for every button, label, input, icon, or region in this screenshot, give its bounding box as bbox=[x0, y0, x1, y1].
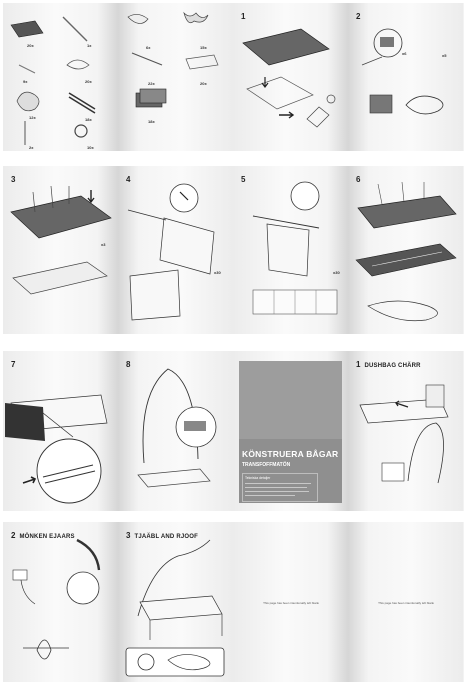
qty-label: 12x bbox=[29, 115, 36, 120]
step-number: 2 bbox=[356, 12, 361, 21]
spread-3 bbox=[3, 351, 464, 511]
qty-label: 1x bbox=[87, 43, 92, 48]
step-illustration bbox=[118, 351, 233, 511]
step-illustration bbox=[348, 3, 463, 151]
page-cover bbox=[233, 351, 348, 511]
page-step-1-b bbox=[348, 351, 463, 511]
blank-page-note: This page has been intentionally left blank bbox=[378, 601, 434, 605]
qty-label: 22x bbox=[148, 81, 155, 86]
page-parts-list-b bbox=[118, 3, 233, 151]
step-number: 2 MÖNKEN EJAARS bbox=[11, 531, 75, 540]
qty-label: x6 bbox=[402, 51, 407, 56]
page-step-1 bbox=[233, 3, 348, 151]
section-cover bbox=[239, 361, 342, 503]
page-step-2-b bbox=[3, 522, 118, 682]
step-illustration bbox=[3, 351, 118, 511]
cover-image bbox=[239, 361, 342, 439]
step-illustration bbox=[348, 166, 463, 334]
text-line bbox=[245, 487, 307, 488]
step-heading: MÖNKEN EJAARS bbox=[19, 534, 75, 540]
page-blank-a bbox=[233, 522, 348, 682]
page-step-2 bbox=[348, 3, 463, 151]
page-step-8 bbox=[118, 351, 233, 511]
page-blank-b bbox=[348, 522, 463, 682]
qty-label: 9x bbox=[23, 79, 28, 84]
qty-label: 20x bbox=[27, 43, 34, 48]
step-number: 1 bbox=[241, 12, 246, 21]
parts-illustration bbox=[118, 3, 233, 151]
notes-box bbox=[242, 473, 318, 502]
cover-title: KÖNSTRUERA BÅGAR bbox=[242, 449, 339, 459]
qty-label: 10x bbox=[87, 145, 94, 150]
page-step-6 bbox=[348, 166, 463, 334]
step-illustration bbox=[3, 166, 118, 334]
step-illustration bbox=[118, 166, 233, 334]
step-number: 3 TJAÄBL AND RJOOF bbox=[126, 531, 198, 540]
qty-label: 15x bbox=[200, 45, 207, 50]
step-number: 7 bbox=[11, 360, 16, 369]
step-illustration bbox=[348, 351, 463, 511]
page-step-7 bbox=[3, 351, 118, 511]
text-line bbox=[245, 491, 309, 492]
step-illustration bbox=[233, 3, 348, 151]
step-number: 4 bbox=[126, 175, 131, 184]
step-illustration bbox=[3, 522, 118, 682]
qty-label: x5 bbox=[442, 53, 447, 58]
step-number: 3 bbox=[11, 175, 16, 184]
page-parts-list-a bbox=[3, 3, 118, 151]
qty-label: 2x bbox=[29, 145, 34, 150]
qty-label: 20x bbox=[200, 81, 207, 86]
notes-heading: Tekniska detaljer bbox=[245, 476, 271, 480]
step-heading: TJAÄBL AND RJOOF bbox=[134, 534, 198, 540]
page-step-3-b bbox=[118, 522, 233, 682]
text-line bbox=[245, 483, 311, 484]
qty-label: x30 bbox=[214, 270, 221, 275]
qty-label: 18x bbox=[85, 117, 92, 122]
text-line bbox=[245, 495, 295, 496]
page-step-4 bbox=[118, 166, 233, 334]
qty-label: 18x bbox=[148, 119, 155, 124]
step-number: 6 bbox=[356, 175, 361, 184]
step-number: 5 bbox=[241, 175, 246, 184]
step-number: 1 DUSHBAG CHÄRR bbox=[356, 360, 421, 369]
qty-label: x3 bbox=[101, 242, 106, 247]
spread-1 bbox=[3, 3, 464, 151]
step-number: 8 bbox=[126, 360, 131, 369]
step-illustration bbox=[233, 166, 348, 334]
step-illustration bbox=[118, 522, 233, 682]
step-heading: DUSHBAG CHÄRR bbox=[364, 363, 421, 369]
parts-illustration bbox=[3, 3, 118, 151]
qty-label: 20x bbox=[85, 79, 92, 84]
page-step-5 bbox=[233, 166, 348, 334]
qty-label: x30 bbox=[333, 270, 340, 275]
blank-page-note: This page has been intentionally left blank bbox=[263, 601, 319, 605]
cover-subtitle: TRANSFOFFMATÖN bbox=[242, 462, 291, 468]
page-step-3 bbox=[3, 166, 118, 334]
spread-4 bbox=[3, 522, 464, 682]
spread-2 bbox=[3, 166, 464, 334]
qty-label: 6x bbox=[146, 45, 151, 50]
